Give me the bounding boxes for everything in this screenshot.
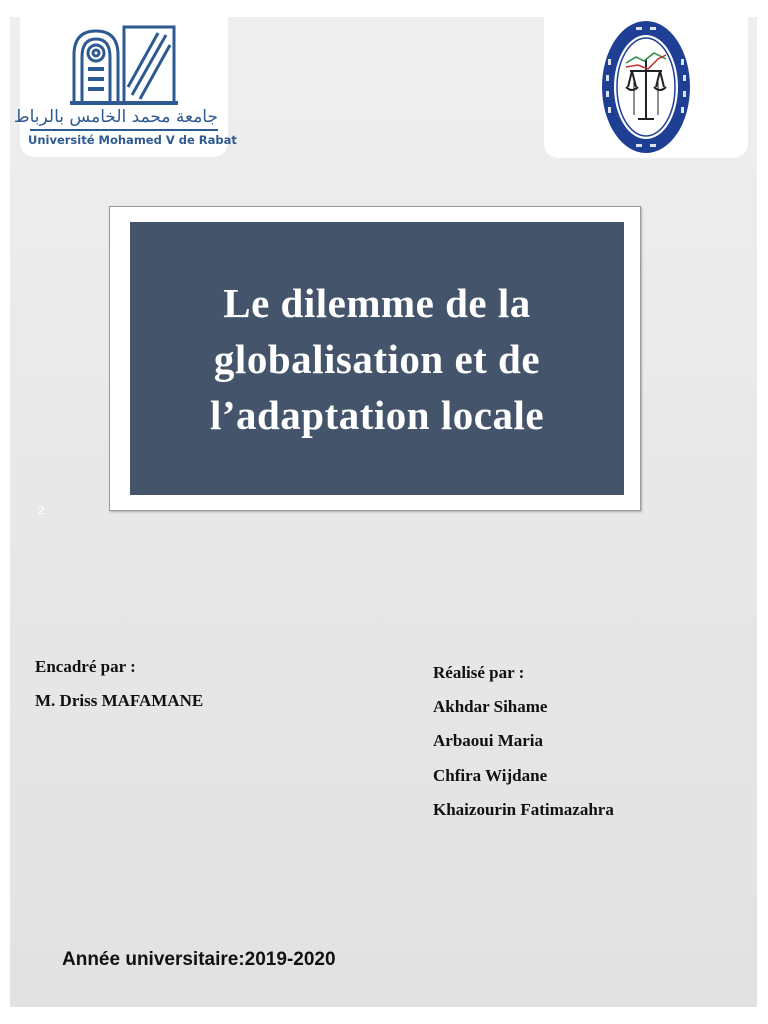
author-name: Khaizourin Fatimazahra <box>433 799 614 819</box>
university-name-arabic: جامعة محمد الخامس بالرباط <box>13 107 218 127</box>
author-name: Arbaoui Maria <box>433 731 544 751</box>
authors-list <box>433 697 614 834</box>
university-name: Université Mohamed V de Rabat <box>28 133 237 147</box>
authors-label: Réalisé par : <box>433 663 525 682</box>
cover-page <box>10 17 757 1007</box>
logo-divider <box>30 129 218 131</box>
academic-year: Année universitaire:2019-2020 <box>62 949 336 970</box>
title-frame <box>109 206 641 511</box>
author-name: Chfira Wijdane <box>433 765 548 785</box>
title-panel <box>130 222 624 495</box>
supervisor-label: Encadré par : <box>35 657 136 676</box>
faculty-logo-box <box>544 17 748 158</box>
university-arch-emblem-icon <box>70 23 178 105</box>
faculty-scales-emblem-icon <box>596 19 696 155</box>
page-number: 2 <box>38 505 45 517</box>
supervisor-name: M. Driss MAFAMANE <box>35 691 204 710</box>
document-title: Le dilemme de la globalisation et de l’adaptation locale <box>209 279 545 438</box>
author-name: Akhdar Sihame <box>433 697 548 716</box>
university-logo-box <box>13 17 237 157</box>
